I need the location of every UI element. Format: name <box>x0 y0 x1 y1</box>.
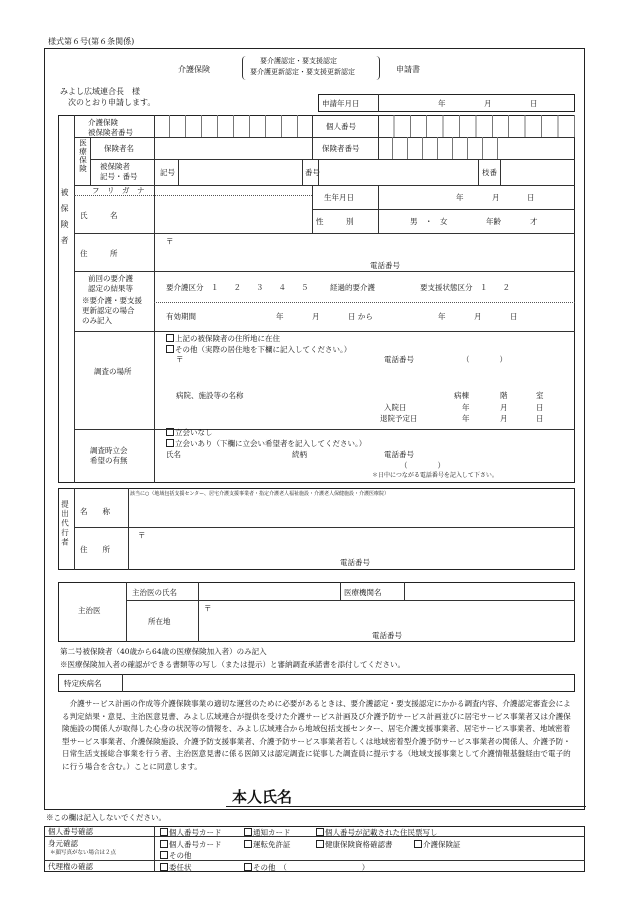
office-identity-opt1-text: 個人番号カード <box>169 840 222 849</box>
period-d1: 日 から <box>348 312 373 321</box>
relation-label: 続柄 <box>292 450 307 459</box>
insured-section-label: 被保険者 <box>60 188 69 252</box>
place-option-1-text: 上記の被保険者の住所地に在住 <box>175 334 280 343</box>
insurer-number-label: 保険者番号 <box>322 144 360 153</box>
doctor-postal: 〒 <box>204 604 212 613</box>
discharge-y: 年 <box>462 414 470 423</box>
title-line2: 要介護更新認定・要支援更新認定 <box>250 68 355 76</box>
office-identity-checkbox-1[interactable] <box>160 840 168 848</box>
office-id-opt1[interactable] <box>160 828 222 837</box>
valid-period-label: 有効期間 <box>166 312 196 321</box>
name-label: 氏 名 <box>80 211 118 220</box>
place-checkbox-1[interactable] <box>166 334 174 342</box>
sex-value[interactable]: 男 ・ 女 <box>410 217 448 226</box>
consent-text: 介護サービス計画の作成等介護保険事業の適切な運営のために必要があるときは、要介護認定・要支援認定にかかる調査内容、介護認定審査会による判定結果・意見、主治医意見書、みよし広域連合が提供を受けた介護サービス計画及び介護予防サービス計画並びに居宅サービス事業者又は介護保険施設の関係人が取得した心身の状況等の情報を、みよし広域連合から地域包括支援センター、居宅介護支援事業者、居宅サービス事業者、地域密着型サービス事業者、介護保険施設、介護予防支援事業者、介護予防サービス事業者若しくは地域密着型介護予防サービス事業者の関係人、介護予防・日常生活支援総合事業を行う者、主治医意見書に係る医師又は認定調査に従事した調査員に提示する（地域支援事業として介護情報基盤経由で電子的に行う場合を含む。）ことに同意します。 <box>62 699 571 771</box>
secondary-note-2: ※医療保険加入者の確認ができる書類等の写し（または提示）と審納調査承諾書を添付してください。 <box>60 660 405 669</box>
addressee: みよし広域連合長 様 <box>60 87 140 96</box>
office-id-checkbox-2[interactable] <box>244 828 252 836</box>
admit-y: 年 <box>462 403 470 412</box>
insured-symbol-label: 被保険者 記号・番号 <box>100 162 138 181</box>
office-proxy-checkbox-1[interactable] <box>160 863 168 871</box>
place-option-2-text: その他（実際の居住地を下欄に記入してください。） <box>175 345 352 354</box>
signature-label: 本人氏名 <box>232 788 293 806</box>
attend-label: 調査時立会 希望の有無 <box>90 446 128 465</box>
office-proxy-opt1[interactable] <box>160 863 192 872</box>
doctor-label: 主治医 <box>78 606 101 615</box>
attend-checkbox-1[interactable] <box>166 428 174 436</box>
address-label: 住 所 <box>80 249 118 258</box>
office-id-opt3-text: 個人番号が記載された住民票写し <box>325 828 438 837</box>
discharge-label: 退院予定日 <box>380 414 418 423</box>
attend-phone-paren: （ ） <box>400 461 445 470</box>
attend-phone-label: 電話番号 <box>384 450 414 459</box>
office-note: ※この欄は記入しないでください。 <box>46 813 166 822</box>
transition-option[interactable]: 経過的要介護 <box>330 283 375 292</box>
place-phone-paren: （ ） <box>462 355 507 364</box>
attend-checkbox-2[interactable] <box>166 439 174 447</box>
disease-box <box>58 674 575 692</box>
doctor-name-label: 主治医の氏名 <box>132 588 177 597</box>
office-id-label: 個人番号確認 <box>48 827 93 836</box>
admit-d: 日 <box>536 403 544 412</box>
prev-note: ※要介護・要支援 更新認定の場合 のみ記入 <box>82 296 142 325</box>
period-y1: 年 <box>276 312 284 321</box>
office-proxy-opt2-text: その他 （ ） <box>253 863 370 872</box>
facility-label: 病院、施設等の名称 <box>176 391 244 400</box>
floor-label: 階 <box>500 391 508 400</box>
apply-year: 年 <box>438 99 446 108</box>
postal-mark: 〒 <box>166 237 174 246</box>
secondary-note: 第二号被保険者（40歳から64歳の医療保険加入者）のみ記入 <box>60 647 267 656</box>
birth-label: 生年月日 <box>324 193 354 202</box>
office-identity-checkbox-4[interactable] <box>414 840 422 848</box>
agent-address-label: 住 所 <box>80 545 110 554</box>
insured-number-cells[interactable] <box>154 115 312 137</box>
office-identity-sub: ＊顔写真がない場合は２点 <box>50 850 117 856</box>
office-identity-opt5[interactable] <box>160 851 192 860</box>
agent-phone-label: 電話番号 <box>340 558 370 567</box>
attend-note: ＊日中につながる電話番号を記入して下さい。 <box>372 472 498 479</box>
insurer-number-cells[interactable] <box>378 137 498 159</box>
office-identity-opt2[interactable] <box>244 840 291 849</box>
disease-label: 特定疾病名 <box>64 679 102 688</box>
office-identity-opt5-text: その他 <box>169 851 192 860</box>
age-unit: 才 <box>530 217 538 226</box>
personal-number-cells[interactable] <box>378 115 575 137</box>
address-phone-label: 電話番号 <box>370 261 400 270</box>
attend-name-label: 氏名 <box>166 450 181 459</box>
office-identity-checkbox-2[interactable] <box>244 840 252 848</box>
attend-option-2-text: 立会いあり（下欄に立会い希望者を記入してください。） <box>175 439 367 448</box>
apply-month: 月 <box>484 99 492 108</box>
apply-day: 日 <box>530 99 538 108</box>
doctor-phone-label: 電話番号 <box>372 631 402 640</box>
office-identity-opt2-text: 運転免許証 <box>253 840 291 849</box>
birth-month: 月 <box>492 193 500 202</box>
prev-result-label: 前回の要介護 認定の結果等 <box>88 274 133 293</box>
office-id-opt2-text: 通知カード <box>253 828 291 837</box>
office-id-opt1-text: 個人番号カード <box>169 828 222 837</box>
place-option-1[interactable] <box>166 334 280 343</box>
period-m2: 月 <box>474 312 482 321</box>
form-code: 様式第６号(第６条関係) <box>48 37 135 46</box>
birth-day: 日 <box>527 193 535 202</box>
apply-date-label: 申請年月日 <box>322 99 360 108</box>
place-phone-label: 電話番号 <box>384 355 414 364</box>
title-suffix: 申請書 <box>396 65 420 74</box>
office-id-checkbox-3[interactable] <box>316 828 324 836</box>
office-identity-checkbox-5[interactable] <box>160 851 168 859</box>
attend-option-1-text: 立会いなし <box>175 428 213 437</box>
furigana-label: フ リ ガ ナ <box>92 186 145 195</box>
insured-number-label: 介護保険 被保険者番号 <box>88 118 133 137</box>
office-identity-opt1[interactable] <box>160 840 222 849</box>
insurer-name-label: 保険者名 <box>104 144 134 153</box>
office-identity-opt4-text: 介護保険証 <box>423 840 461 849</box>
agent-section <box>58 488 575 570</box>
office-identity-opt3-text: 健康保険資格確認書 <box>325 840 393 849</box>
intro-text: 次のとおり申請します。 <box>68 98 156 107</box>
office-id-checkbox-1[interactable] <box>160 828 168 836</box>
room-label: 室 <box>536 391 544 400</box>
personal-number-label: 個人番号 <box>326 122 356 131</box>
admit-label: 入院日 <box>384 403 407 412</box>
attend-option-2[interactable] <box>166 439 366 448</box>
title-line1: 要介護認定・要支援認定 <box>260 57 337 65</box>
agent-name-label: 名 称 <box>80 507 110 516</box>
office-identity-opt3[interactable] <box>316 840 393 849</box>
office-id-opt2[interactable] <box>244 828 291 837</box>
survey-place-label: 調査の場所 <box>94 367 132 376</box>
discharge-m: 月 <box>500 414 508 423</box>
care-level-options[interactable]: 要介護区分 １ ２ ３ ４ ５ <box>166 283 309 292</box>
birth-year: 年 <box>456 193 464 202</box>
title-prefix: 介護保険 <box>178 65 210 74</box>
support-level-options[interactable]: 要支援状態区分 １ ２ <box>420 283 510 292</box>
office-id-opt3[interactable] <box>316 828 438 837</box>
attend-option-1[interactable] <box>166 428 213 437</box>
place-option-2[interactable] <box>166 345 351 354</box>
office-proxy-checkbox-2[interactable] <box>244 863 252 871</box>
ward-label: 病棟 <box>454 391 469 400</box>
period-y2: 年 <box>438 312 446 321</box>
agent-section-label: 提出代行者 <box>60 500 70 548</box>
sex-label: 性 別 <box>316 217 354 226</box>
symbol-label: 記号 <box>160 168 175 177</box>
number-label: 番号 <box>305 168 320 177</box>
office-identity-opt4[interactable] <box>414 840 461 849</box>
agent-postal: 〒 <box>138 531 146 540</box>
place-checkbox-2[interactable] <box>166 345 174 353</box>
office-identity-checkbox-3[interactable] <box>316 840 324 848</box>
period-m1: 月 <box>312 312 320 321</box>
medical-label: 医療保険 <box>78 139 88 173</box>
office-proxy-label: 代理権の確認 <box>48 862 93 871</box>
office-identity-label: 身元確認 <box>48 839 78 848</box>
period-d2: 日 <box>510 312 518 321</box>
location-label: 所在地 <box>148 617 171 626</box>
clinic-label: 医療機関名 <box>344 588 382 597</box>
age-label: 年齢 <box>486 217 501 226</box>
office-proxy-opt2[interactable] <box>244 863 369 872</box>
admit-m: 月 <box>500 403 508 412</box>
office-proxy-opt1-text: 委任状 <box>169 863 192 872</box>
place-postal: 〒 <box>176 355 184 364</box>
discharge-d: 日 <box>536 414 544 423</box>
agent-note: 該当に○（地域包括支援センター、居宅介護支援事業者・指定介護老人福祉施設・介護老人保健施設・介護医療院） <box>130 491 389 497</box>
branch-label: 枝番 <box>482 168 497 177</box>
